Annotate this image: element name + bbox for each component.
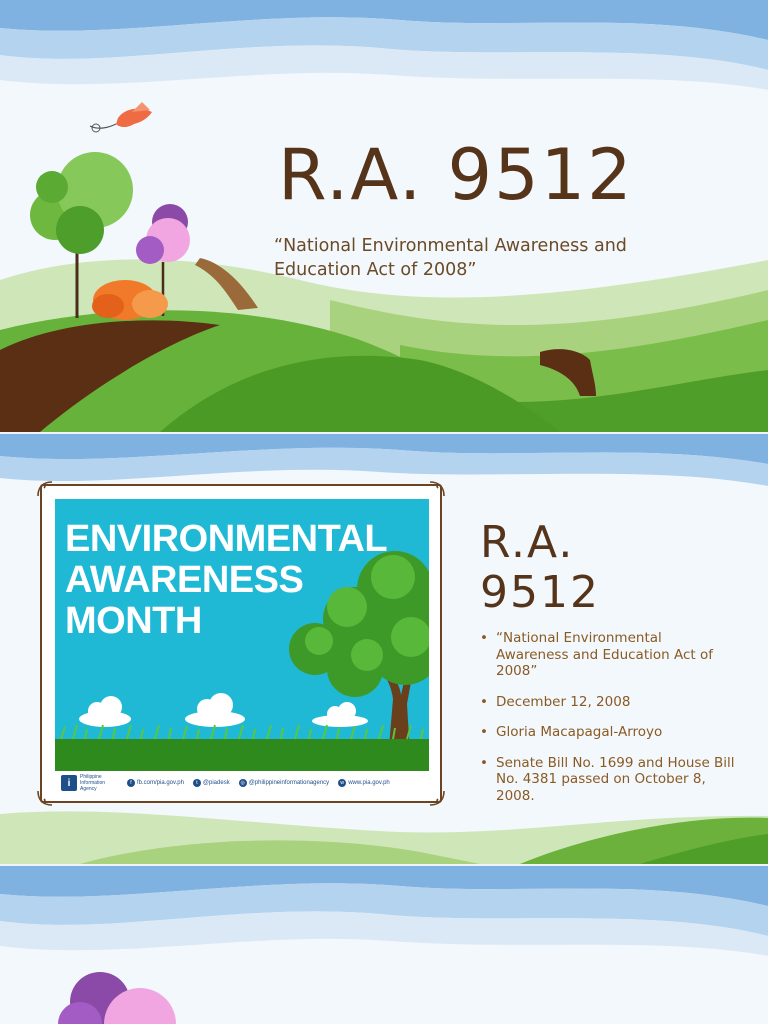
bullet-item: [478, 694, 738, 711]
poster-heading-line-3: MONTH: [65, 600, 202, 642]
slide-2-title-line-1: R.A.: [480, 517, 575, 568]
slide-1-title: R.A. 9512: [278, 134, 634, 216]
poster-heading-line-1: ENVIRONMENTAL: [65, 518, 388, 560]
corner-flourish-icon: [36, 789, 54, 807]
corner-flourish-icon: [36, 480, 54, 498]
bullet-text: Gloria Macapagal-Arroyo: [496, 724, 663, 740]
instagram-icon: ◎: [240, 780, 245, 786]
bullet-icon: •: [480, 754, 488, 771]
pia-logo-icon: i: [61, 775, 77, 791]
agency-name: Philippine Information Agency: [80, 774, 106, 792]
corner-flourish-icon: [428, 789, 446, 807]
bullet-text: December 12, 2008: [496, 693, 631, 710]
slide-1-background: [0, 0, 768, 432]
bullet-icon: •: [480, 630, 488, 646]
bullet-item: [478, 630, 738, 680]
bullet-icon: •: [480, 693, 488, 710]
bullet-text: “National Environmental Awareness and Education Act of 2008”: [496, 630, 713, 679]
slide-1-subtitle: “National Environmental Awareness and Education Act of 2008”: [274, 236, 627, 280]
slide-3-background: [0, 866, 768, 1024]
bullet-item: [478, 724, 738, 741]
corner-flourish-icon: [428, 480, 446, 498]
facebook-icon: f: [127, 779, 135, 787]
slide-2: [0, 434, 768, 864]
footer-link-instagram: [239, 779, 329, 787]
bullet-text: Senate Bill No. 1699 and House Bill No. 4381 passed on October 8, 2008.: [496, 754, 735, 804]
slide-2-title-line-2: 9512: [480, 567, 600, 618]
poster-frame: [40, 484, 442, 803]
bullet-icon: •: [480, 724, 488, 740]
footer-link-facebook: [127, 779, 184, 787]
footer-link-text: www.pia.gov.ph: [348, 780, 390, 786]
twitter-icon: t: [193, 779, 201, 787]
footer-link-text: @piadesk: [202, 780, 230, 786]
footer-link-text: fb.com/pia.gov.ph: [137, 780, 184, 786]
poster-image: [55, 499, 429, 771]
bullet-list: [478, 630, 738, 818]
slide-2-title: [480, 518, 600, 618]
web-icon: w: [338, 779, 346, 787]
poster-heading-line-2: AWARENESS: [65, 559, 304, 601]
agency-logo: [61, 774, 118, 792]
footer-link-web: [338, 779, 390, 787]
slide-1: [0, 0, 768, 432]
poster-heading: [65, 519, 387, 642]
poster-footer: [55, 771, 429, 795]
footer-link-text: @philippineinformationagency: [248, 780, 330, 786]
bullet-item: [478, 755, 738, 805]
footer-link-twitter: [193, 779, 230, 787]
slide-3: [0, 866, 768, 1024]
